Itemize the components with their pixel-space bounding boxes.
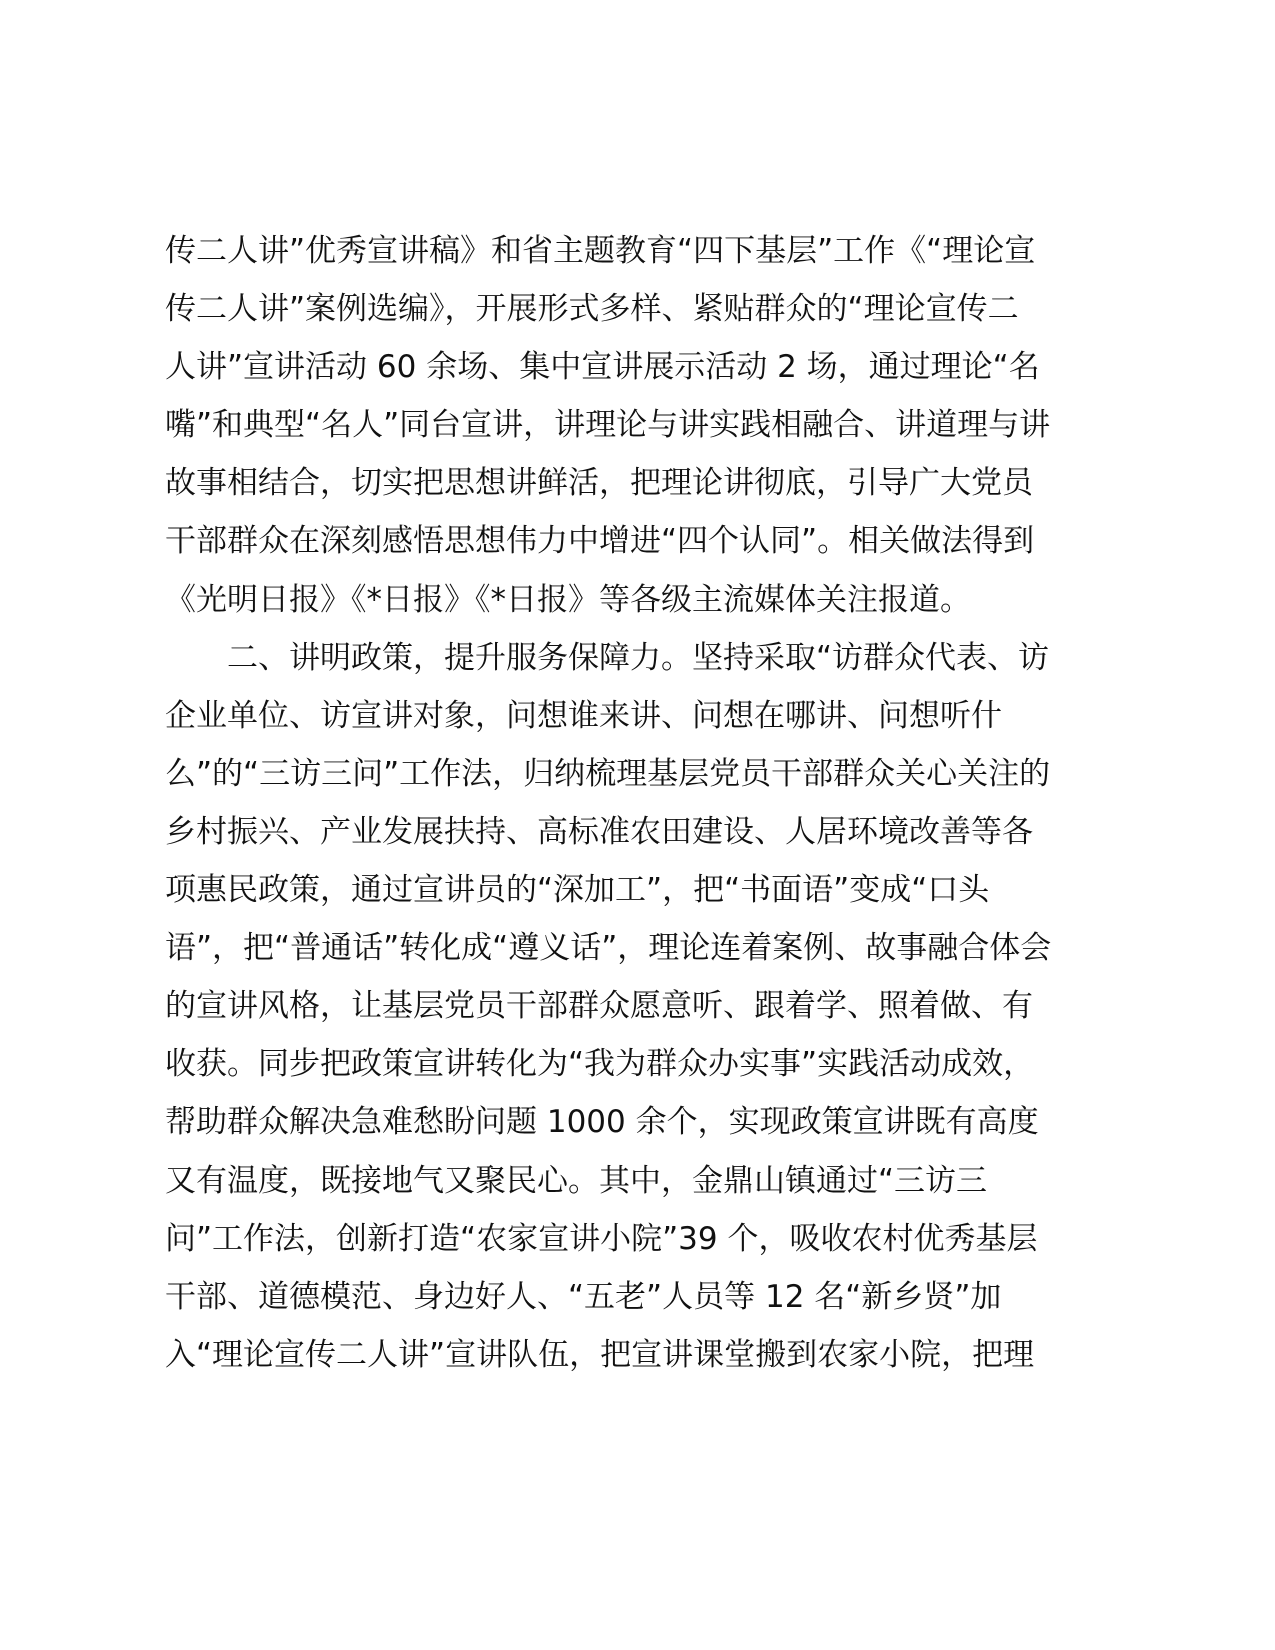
section-heading-line: 二、讲明政策，提升服务保障力。坚持采取“访群众代表、访 (227, 639, 1050, 676)
text-line-16: 帮助群众解决急难愁盼问题 1000 余个，实现政策宣讲既有高度 (165, 1104, 1039, 1141)
text-line-6: 干部群众在深刻感悟思想伟力中增进“四个认同”。相关做法得到 (165, 523, 1035, 560)
text-line-15: 收获。同步把政策宣讲转化为“我为群众办实事”实践活动成效， (165, 1046, 1035, 1083)
text-line-4: 嘴”和典型“名人”同台宣讲，讲理论与讲实践相融合、讲道理与讲 (165, 407, 1051, 444)
text-line-14: 的宣讲风格，让基层党员干部群众愿意听、跟着学、照着做、有 (165, 988, 1033, 1025)
text-line-11: 乡村振兴、产业发展扶持、高标准农田建设、人居环境改善等各 (165, 813, 1033, 850)
text-line-12: 项惠民政策，通过宣讲员的“深加工”，把“书面语”变成“口头 (165, 872, 990, 909)
text-line-10: 么”的“三访三问”工作法，归纳梳理基层党员干部群众关心关注的 (165, 755, 1051, 792)
text-line-13: 语”，把“普通话”转化成“遵义话”，理论连着案例、故事融合体会 (165, 930, 1052, 967)
body-text (165, 222, 1115, 1384)
text-line-3: 人讲”宣讲活动 60 余场、集中宣讲展示活动 2 场，通过理论“名 (165, 349, 1040, 386)
text-line-1: 传二人讲”优秀宣讲稿》和省主题教育“四下基层”工作《“理论宣 (165, 233, 1036, 269)
text-line-20: 入“理论宣传二人讲”宣讲队伍，把宣讲课堂搬到农家小院，把理 (165, 1336, 1035, 1373)
text-line-19: 干部、道德模范、身边好人、“五老”人员等 12 名“新乡贤”加 (165, 1278, 1002, 1315)
text-line-9: 企业单位、访宣讲对象，问想谁来讲、问想在哪讲、问想听什 (165, 697, 1002, 734)
text-line-17: 又有温度，既接地气又聚民心。其中，金鼎山镇通过“三访三 (165, 1162, 988, 1199)
text-line-2: 传二人讲”案例选编》，开展形式多样、紧贴群众的“理论宣传二 (165, 291, 1019, 328)
text-line-18: 问”工作法，创新打造“农家宣讲小院”39 个，吸收农村优秀基层 (165, 1220, 1038, 1257)
text-line-7: 《光明日报》《*日报》《*日报》等各级主流媒体关注报道。 (165, 581, 971, 618)
text-line-5: 故事相结合，切实把思想讲鲜活，把理论讲彻底，引导广大党员 (165, 465, 1033, 502)
